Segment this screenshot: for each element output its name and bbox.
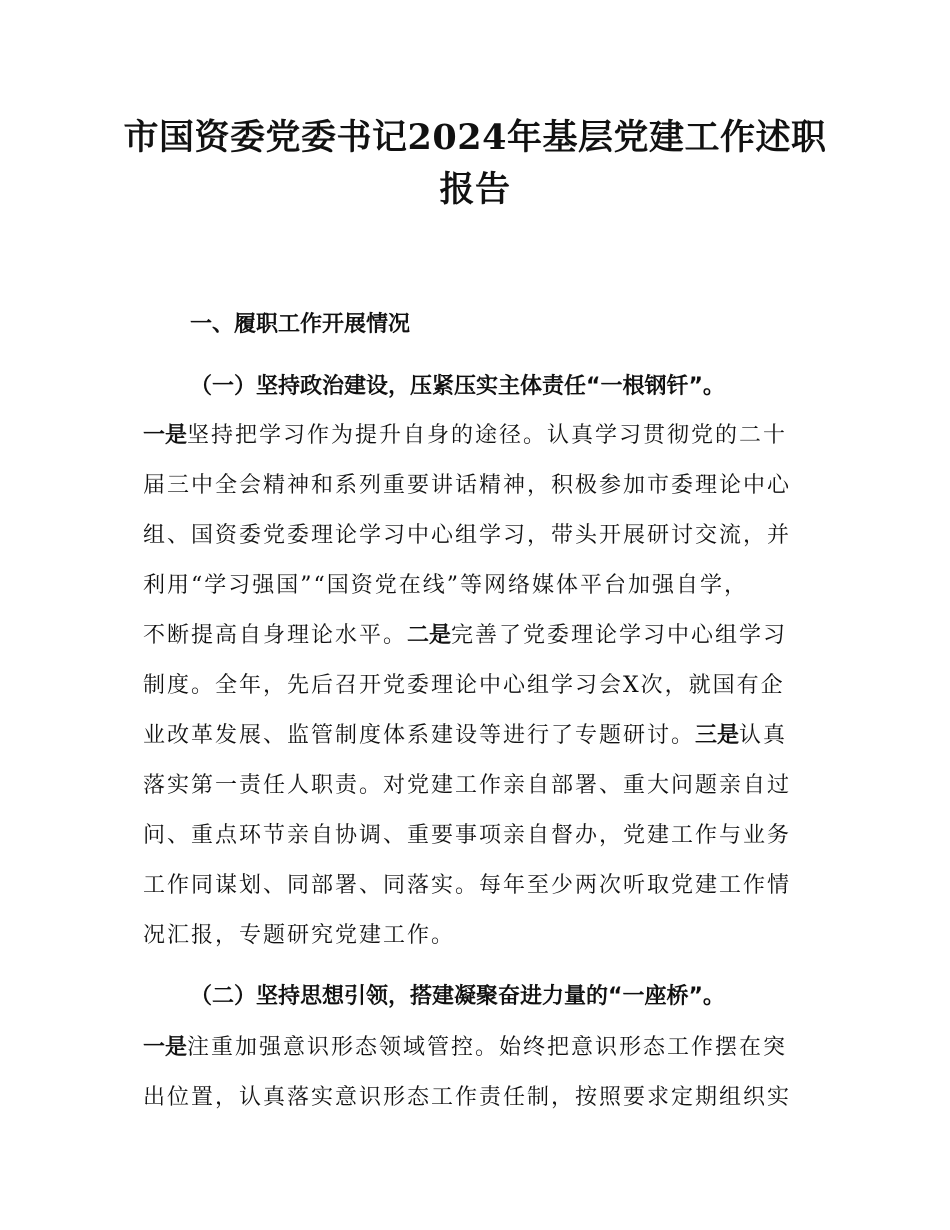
- paragraph-line: 问、重点环节亲自协调、重要事项亲自督办，党建工作与业务: [143, 823, 792, 848]
- paragraph-line: 出位置，认真落实意识形态工作责任制，按照要求定期组织实: [143, 1085, 792, 1110]
- paragraph-line: 届三中全会精神和系列重要讲话精神，积极参加市委理论中心: [143, 473, 792, 498]
- subsection-heading-1: （一）坚持政治建设，压紧压实主体责任“一根钢钎”。: [190, 374, 725, 399]
- paragraph-line: 一是注重加强意识形态领域管控。始终把意识形态工作摆在突: [143, 1035, 788, 1060]
- paragraph-line: 组、国资委党委理论学习中心组学习，带头开展研讨交流，并: [143, 523, 792, 548]
- emphasis-label: 一是: [143, 423, 188, 448]
- paragraph-line: 业改革发展、监管制度体系建设等进行了专题研讨。三是认真: [143, 723, 788, 748]
- paragraph-line: 不断提高自身理论水平。二是完善了党委理论学习中心组学习: [143, 623, 788, 648]
- paragraph-line: 制度。全年，先后召开党委理论中心组学习会X次，就国有企: [143, 673, 785, 698]
- title-line-2: 报告: [439, 169, 511, 210]
- paragraph-line: 一是坚持把学习作为提升自身的途径。认真学习贯彻党的二十: [143, 423, 788, 448]
- paragraph-line: 落实第一责任人职责。对党建工作亲自部署、重大问题亲自过: [143, 773, 792, 798]
- paragraph-line: 利用“学习强国”“国资党在线”等网络媒体平台加强自学，: [143, 573, 748, 598]
- emphasis-label: 三是: [695, 723, 740, 748]
- paragraph-line: 况汇报，专题研究党建工作。: [143, 923, 456, 948]
- subsection-heading-2: （二）坚持思想引领，搭建凝聚奋进力量的“一座桥”。: [190, 984, 725, 1009]
- emphasis-label: 一是: [143, 1035, 188, 1060]
- title-line-1: 市国资委党委书记2024年基层党建工作述职: [123, 117, 827, 158]
- section-heading-1: 一、履职工作开展情况: [190, 312, 411, 337]
- paragraph-line: 工作同谋划、同部署、同落实。每年至少两次听取党建工作情: [143, 873, 792, 898]
- document-title: [120, 112, 830, 216]
- emphasis-label: 二是: [407, 623, 452, 648]
